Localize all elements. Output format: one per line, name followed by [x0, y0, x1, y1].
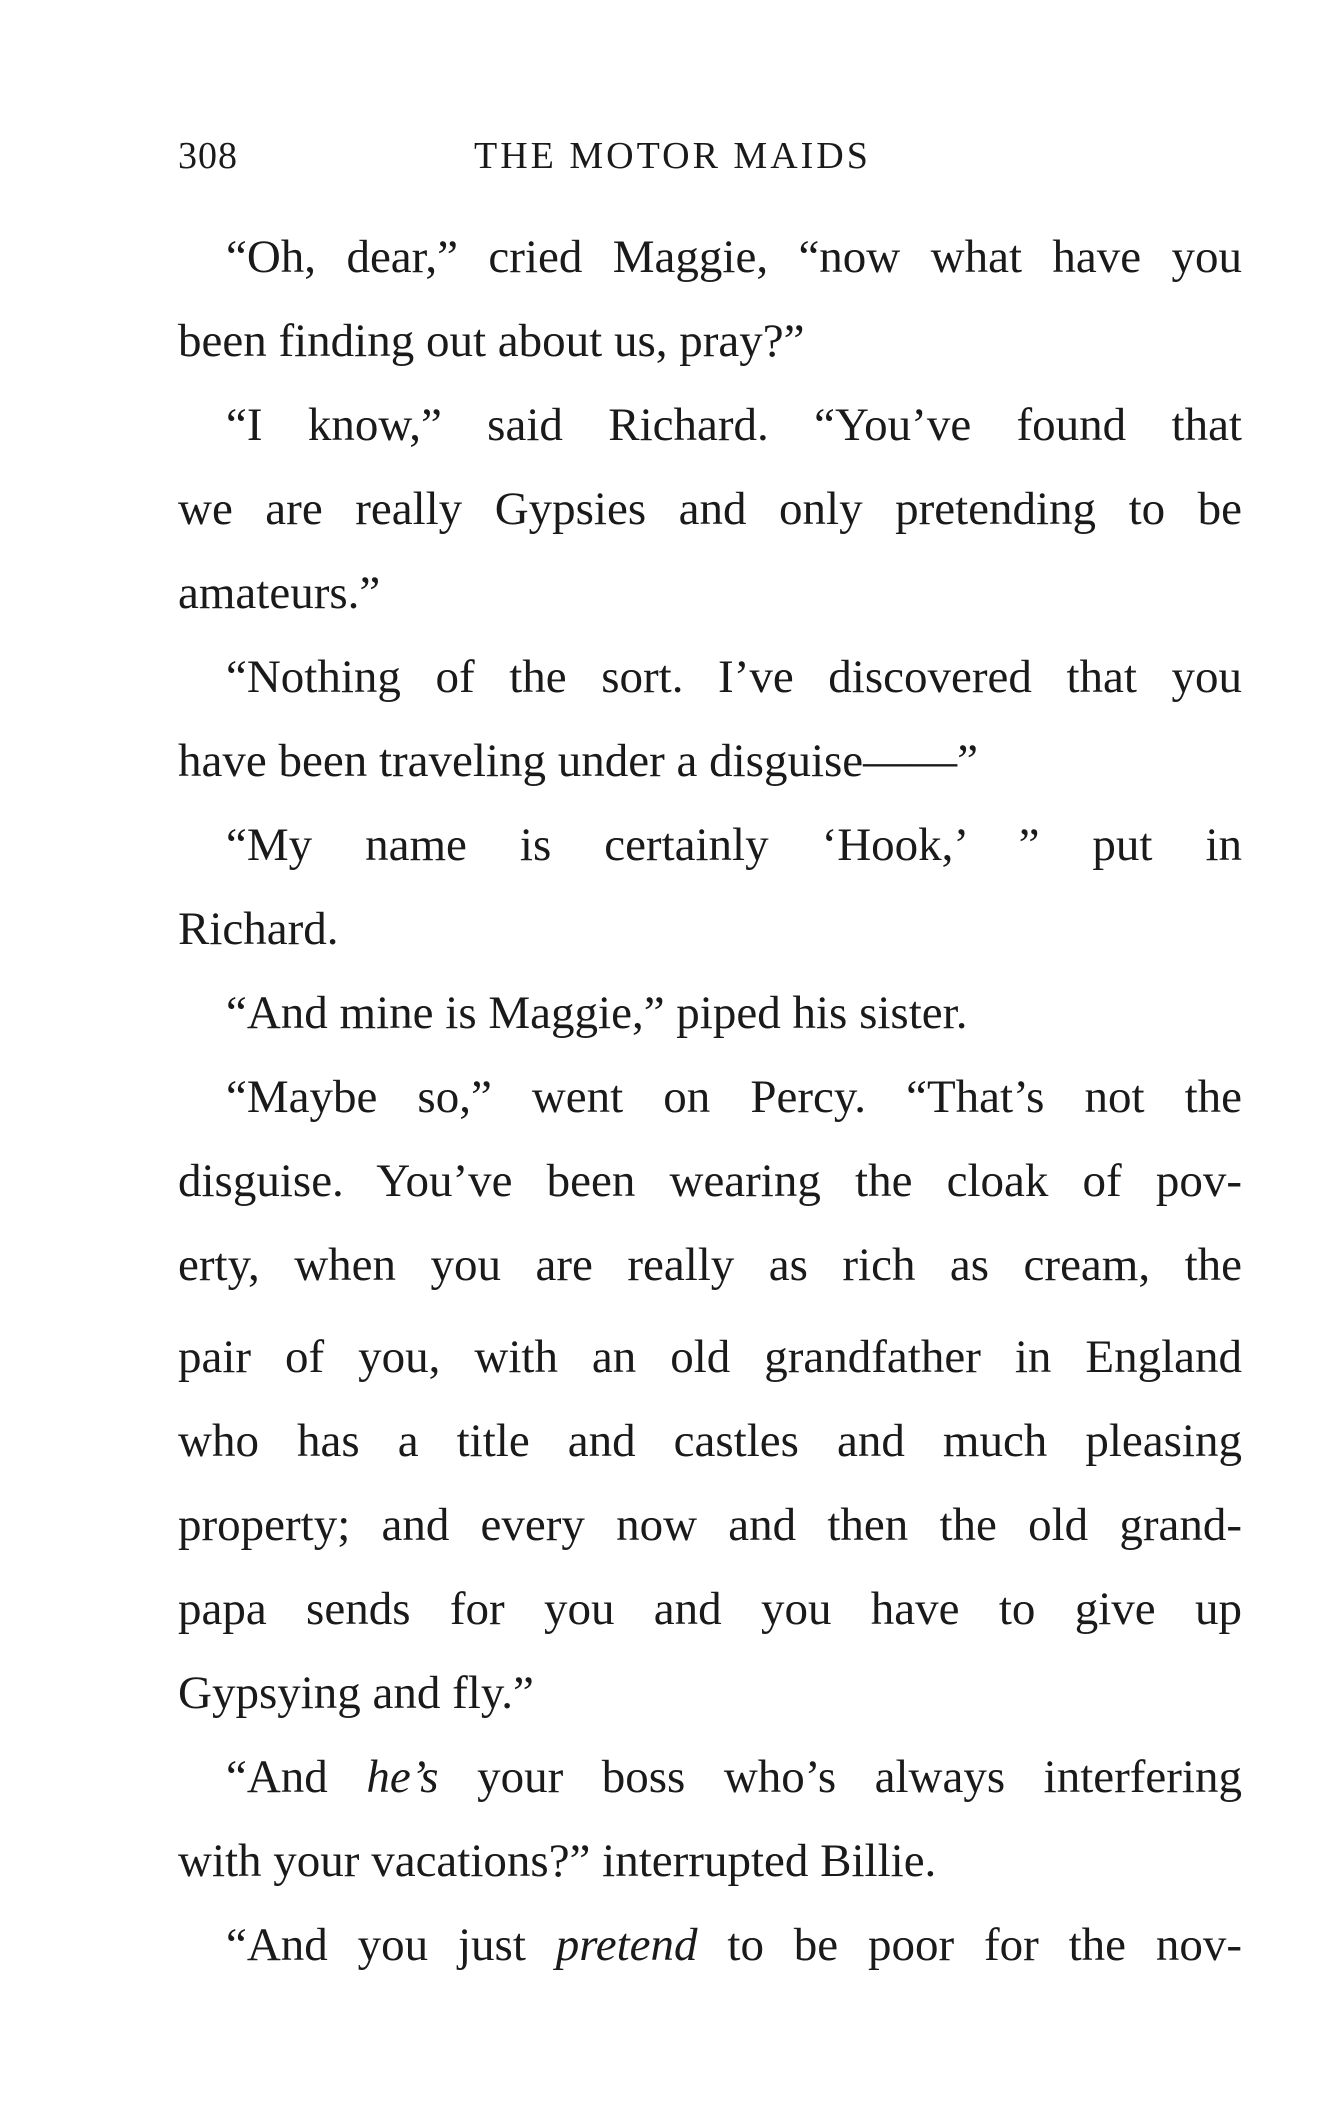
text-span: to be poor for the nov-: [697, 1919, 1242, 1971]
text-span: “And: [226, 1751, 367, 1803]
text-line: [178, 1903, 1242, 1987]
text-line: Gypsying and fly.”: [178, 1667, 534, 1719]
text-line: [178, 1735, 1242, 1819]
running-title: THE MOTOR MAIDS: [474, 135, 871, 177]
text-line: disguise. You’ve been wearing the cloak of pov-: [178, 1155, 1242, 1207]
text-line: been finding out about us, pray?”: [178, 315, 805, 367]
text-line: with your vacations?” interrupted Billie.: [178, 1835, 937, 1887]
text-line: “Oh, dear,” cried Maggie, “now what have you: [226, 231, 1242, 283]
text-line: who has a title and castles and much pleasing: [178, 1415, 1242, 1467]
text-line: pair of you, with an old grandfather in England: [178, 1331, 1242, 1383]
italic-word: he’s: [366, 1751, 439, 1803]
text-span: “And you just: [226, 1919, 556, 1971]
text-line: “And mine is Maggie,” piped his sister.: [226, 987, 968, 1039]
text-line: “My name is certainly ‘Hook,’ ” put in: [226, 819, 1242, 871]
text-line: “Maybe so,” went on Percy. “That’s not the: [226, 1071, 1242, 1123]
text-line: property; and every now and then the old grand-: [178, 1499, 1242, 1551]
text-span: your boss who’s always interfering: [438, 1751, 1242, 1803]
italic-word: pretend: [555, 1919, 698, 1971]
text-line: “I know,” said Richard. “You’ve found that: [226, 399, 1242, 451]
text-line: papa sends for you and you have to give up: [178, 1583, 1242, 1635]
body-text: [178, 215, 1242, 1987]
text-line: Richard.: [178, 903, 339, 955]
text-line: amateurs.”: [178, 567, 381, 619]
text-line: erty, when you are really as rich as cream, the: [178, 1239, 1242, 1291]
page-number: 308: [178, 135, 238, 177]
text-line: “Nothing of the sort. I’ve discovered that you: [226, 651, 1242, 703]
text-line: we are really Gypsies and only pretending to be: [178, 483, 1242, 535]
text-line: have been traveling under a disguise——”: [178, 735, 979, 787]
running-head: [178, 134, 1242, 184]
